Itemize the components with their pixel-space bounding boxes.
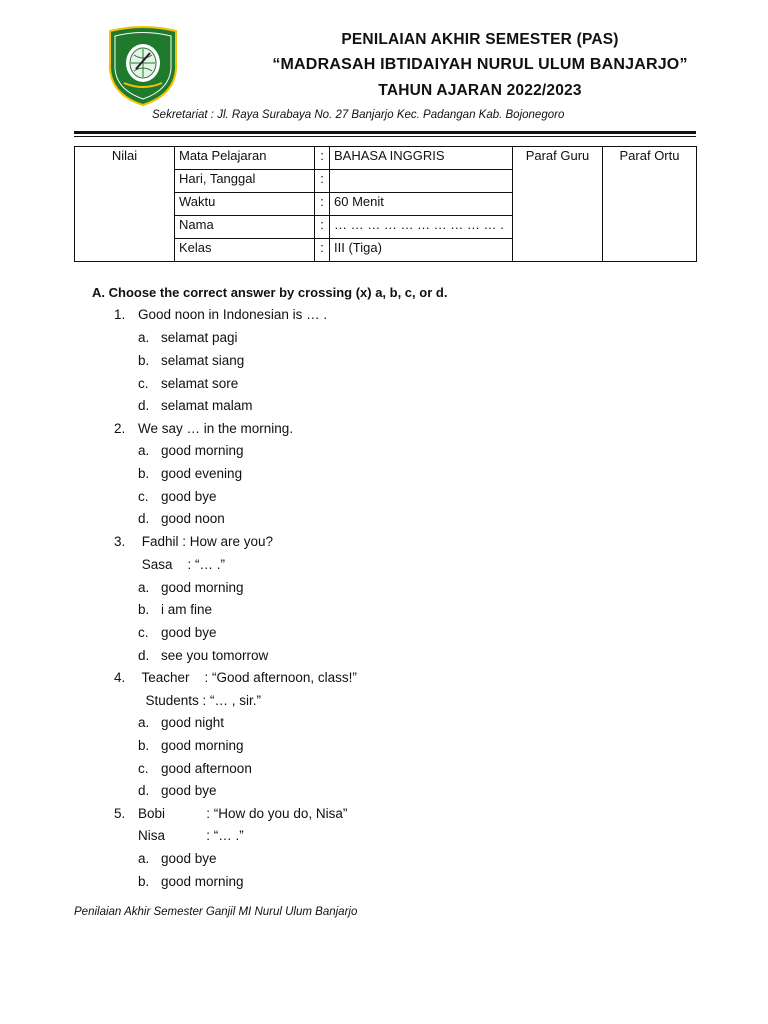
row-value[interactable]: 60 Menit <box>330 193 513 216</box>
question-text: Nisa : “… .” <box>138 828 244 843</box>
option-letter: c. <box>138 376 149 391</box>
question-text: Sasa : “… .” <box>138 557 226 572</box>
option-text: good evening <box>161 466 243 481</box>
option-letter: b. <box>138 738 150 753</box>
row-label: Nama <box>175 216 315 239</box>
option-text: selamat malam <box>161 398 253 413</box>
option-letter: b. <box>138 874 150 889</box>
row-value[interactable]: … … … … … … … … … … . <box>330 216 513 239</box>
table-row <box>75 147 697 170</box>
row-value[interactable]: III (Tiga) <box>330 239 513 262</box>
option-text: selamat pagi <box>161 330 238 345</box>
option-text: good bye <box>161 783 217 798</box>
option-text: selamat sore <box>161 376 239 391</box>
option-text: good morning <box>161 874 244 889</box>
option-text: good bye <box>161 625 217 640</box>
option-letter: a. <box>138 580 150 595</box>
paraf-ortu-header: Paraf Ortu <box>603 147 697 262</box>
page-footer: Penilaian Akhir Semester Ganjil MI Nurul Ulum Banjarjo <box>74 906 358 918</box>
option-text: good noon <box>161 511 225 526</box>
option-letter: c. <box>138 625 149 640</box>
header-divider-thin <box>74 136 696 137</box>
header-divider-thick <box>74 131 696 134</box>
option-text: good night <box>161 715 225 730</box>
option-letter: c. <box>138 761 149 776</box>
option-letter: a. <box>138 851 150 866</box>
secretariat-address: Sekretariat : Jl. Raya Surabaya No. 27 Banjarjo Kec. Padangan Kab. Bojonegoro <box>152 109 565 121</box>
paraf-guru-header: Paraf Guru <box>513 147 603 262</box>
row-colon: : <box>315 216 330 239</box>
title-line-3: TAHUN AJARAN 2022/2023 <box>378 82 582 99</box>
question-text: Good noon in Indonesian is … . <box>138 307 328 322</box>
school-logo <box>104 25 182 107</box>
section-a-instruction: A. Choose the correct answer by crossing (x) a, b, c, or d. <box>92 285 448 300</box>
row-colon: : <box>315 147 330 170</box>
question-text: Students : “… , sir.” <box>138 693 262 708</box>
row-label: Mata Pelajaran <box>175 147 315 170</box>
option-letter: a. <box>138 443 150 458</box>
option-text: good bye <box>161 489 217 504</box>
option-letter: d. <box>138 511 150 526</box>
row-value[interactable] <box>330 170 513 193</box>
row-label: Waktu <box>175 193 315 216</box>
title-line-1: PENILAIAN AKHIR SEMESTER (PAS) <box>341 31 619 48</box>
option-letter: d. <box>138 398 150 413</box>
row-colon: : <box>315 170 330 193</box>
row-value[interactable]: BAHASA INGGRIS <box>330 147 513 170</box>
option-text: see you tomorrow <box>161 648 269 663</box>
option-letter: d. <box>138 648 150 663</box>
question-text: We say … in the morning. <box>138 421 294 436</box>
question-number: 4. <box>114 670 126 685</box>
student-info-table <box>74 146 697 262</box>
option-letter: b. <box>138 602 150 617</box>
row-colon: : <box>315 239 330 262</box>
option-letter: a. <box>138 330 150 345</box>
option-text: selamat siang <box>161 353 245 368</box>
option-text: good afternoon <box>161 761 252 776</box>
row-label: Hari, Tanggal <box>175 170 315 193</box>
nilai-header: Nilai <box>75 147 175 262</box>
question-text: Teacher : “Good afternoon, class!” <box>138 670 357 685</box>
option-text: good bye <box>161 851 217 866</box>
option-text: good morning <box>161 580 244 595</box>
row-label: Kelas <box>175 239 315 262</box>
option-text: good morning <box>161 443 244 458</box>
option-letter: b. <box>138 353 150 368</box>
question-number: 3. <box>114 534 126 549</box>
option-letter: d. <box>138 783 150 798</box>
question-text: Bobi : “How do you do, Nisa” <box>138 806 348 821</box>
option-letter: a. <box>138 715 150 730</box>
question-text: Fadhil : How are you? <box>138 534 274 549</box>
row-colon: : <box>315 193 330 216</box>
option-text: i am fine <box>161 602 213 617</box>
question-number: 5. <box>114 806 126 821</box>
option-letter: b. <box>138 466 150 481</box>
option-letter: c. <box>138 489 149 504</box>
title-line-2: “MADRASAH IBTIDAIYAH NURUL ULUM BANJARJO” <box>272 56 688 73</box>
question-number: 2. <box>114 421 126 436</box>
option-text: good morning <box>161 738 244 753</box>
question-number: 1. <box>114 307 126 322</box>
